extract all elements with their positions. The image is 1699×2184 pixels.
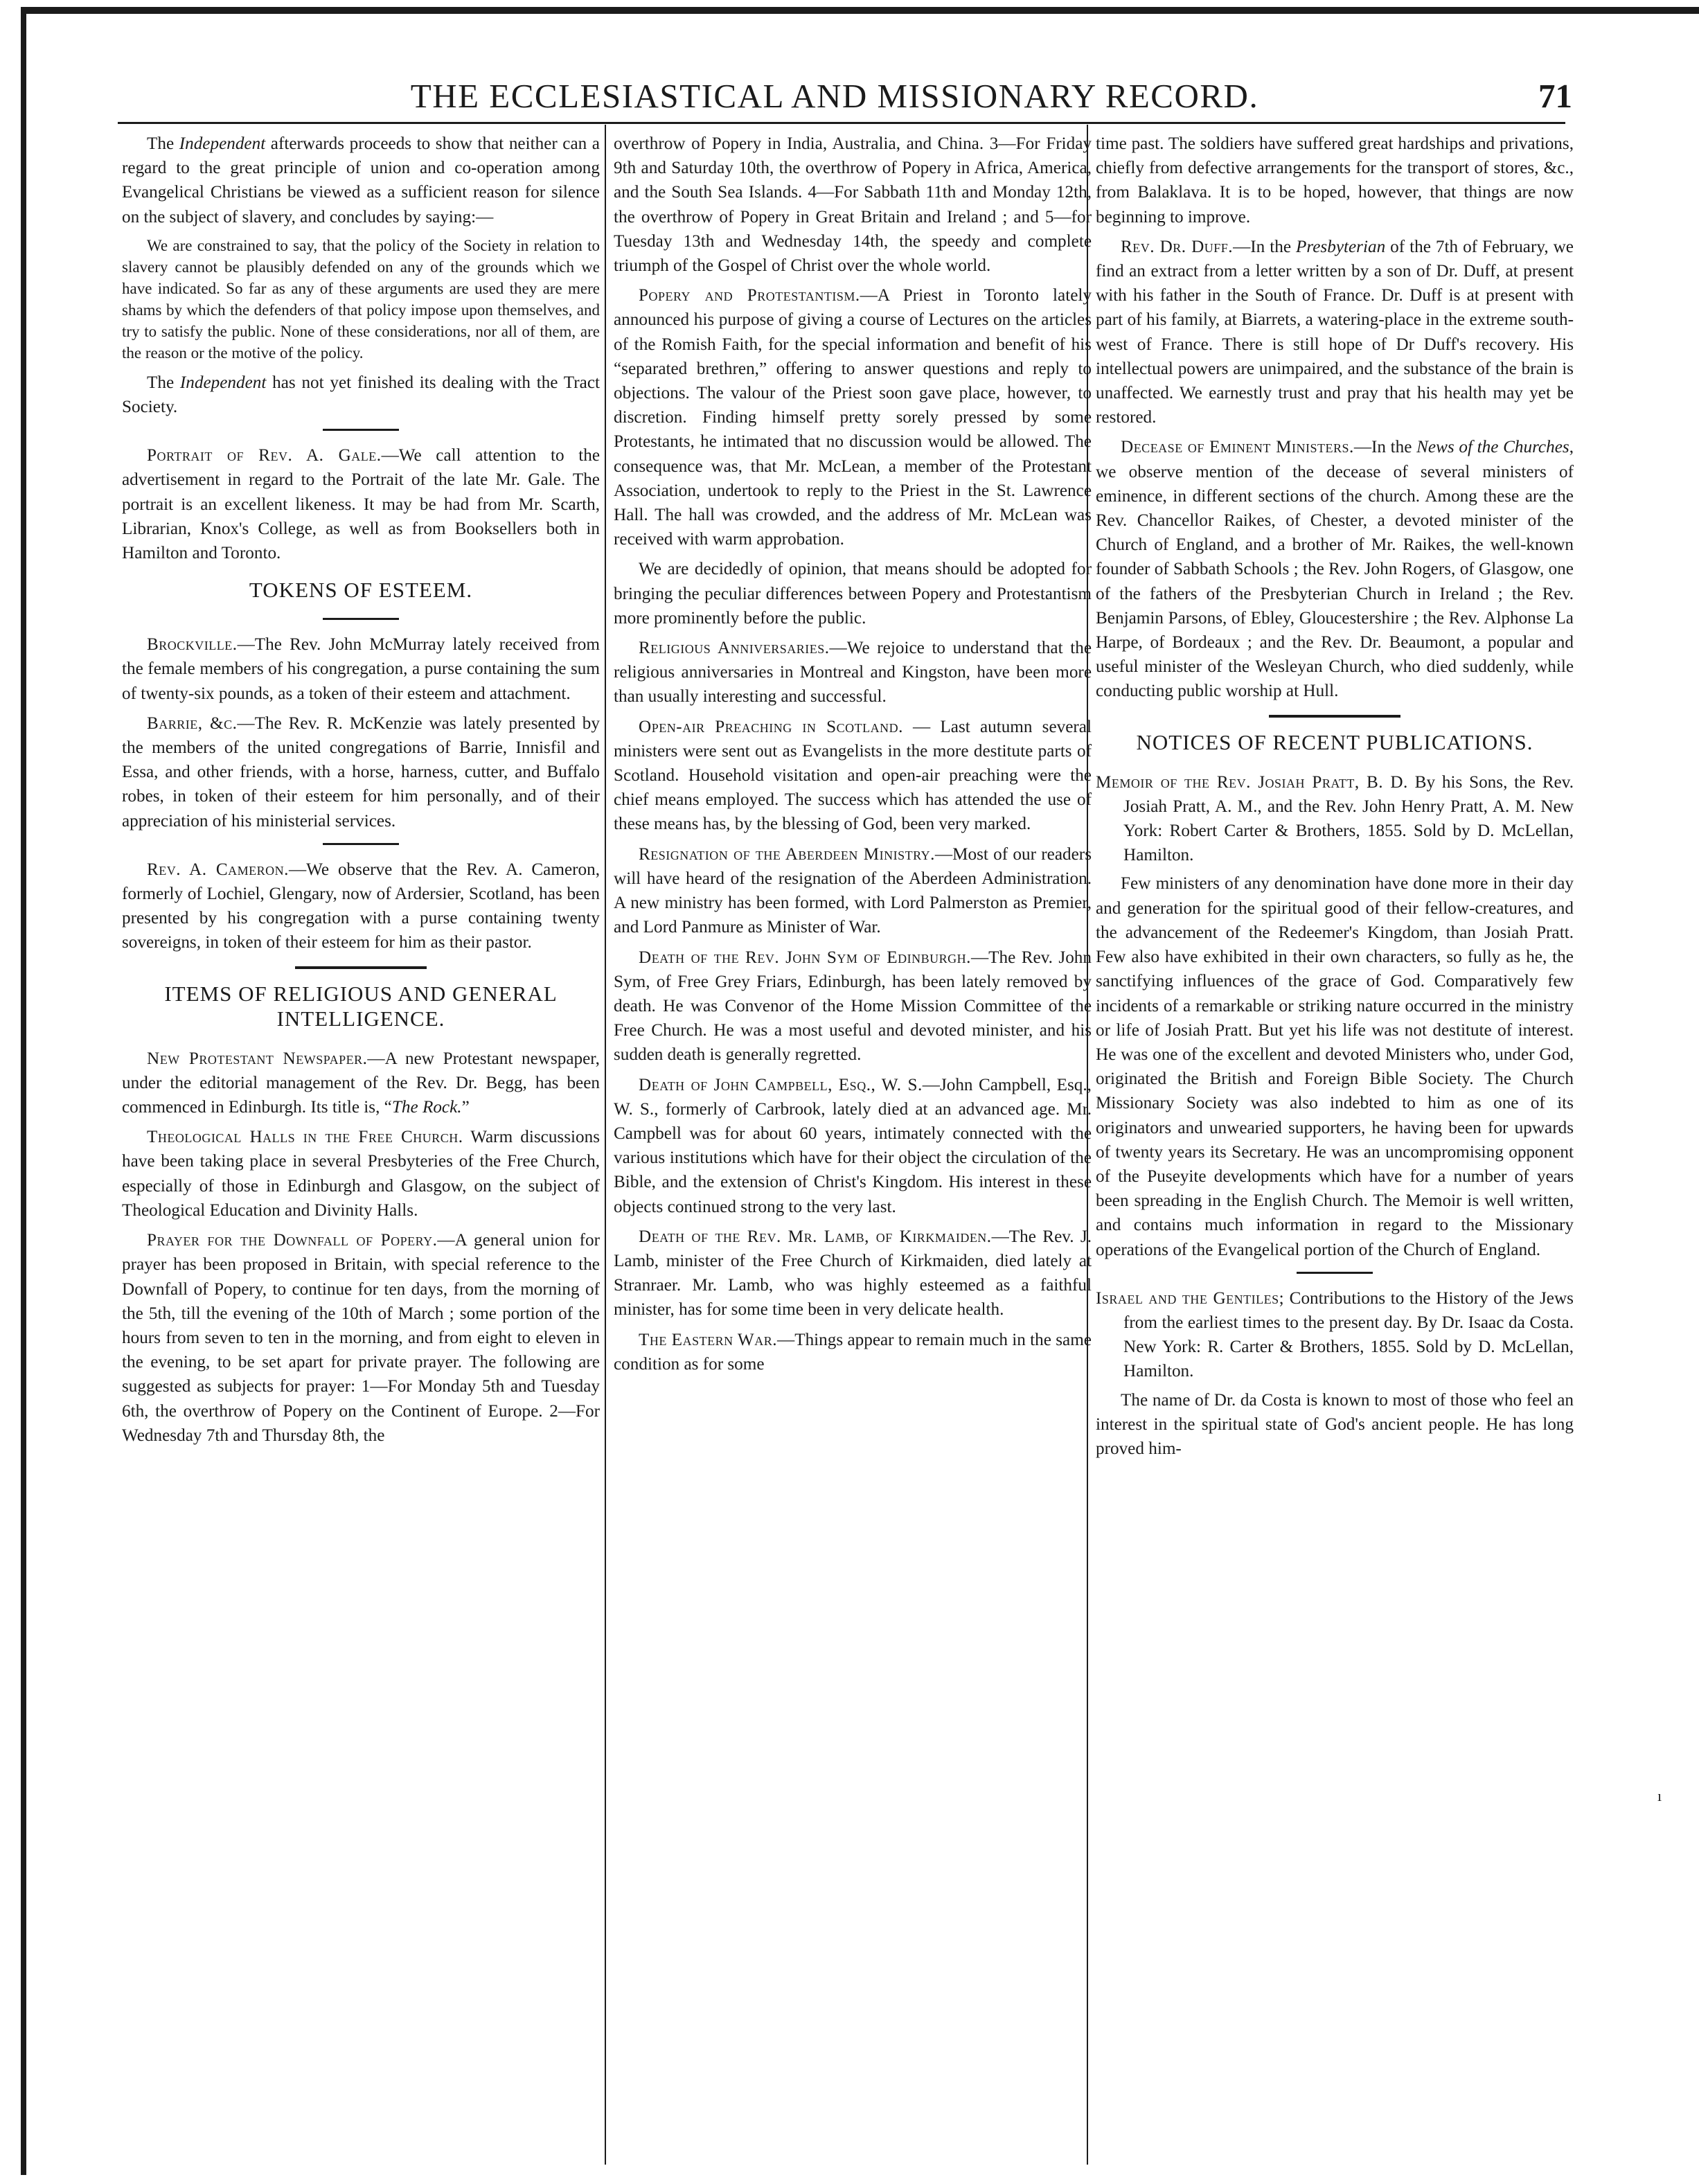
section-rule — [323, 618, 399, 620]
article-dr-duff: Rev. Dr. Duff.—In the Presbyterian of the 7th of February, we find an extract from a letter written by a son of Dr. Duff, at present with his father in the South of France. Dr. Duff is at present with part of his family, at Biarrets, a watering-place in the extreme south-west of France. There is still hope of Dr Duff's recovery. His intellectual powers are unimpaired, and the substance of the brain is unaffected. We earnestly trust and pray that his health may yet be restored. — [1096, 237, 1574, 427]
section-heading-notices: NOTICES OF RECENT PUBLICATIONS. — [1136, 729, 1533, 754]
article-eastern-war: The Eastern War.—Things appear to remain much in the same condition as for some — [614, 1330, 1092, 1374]
article-decease-ministers: Decease of Eminent Ministers.—In the News of the Churches, we observe mention of the decease of several ministers of eminence, in different sections of the church. Among these are the Rev. Chancellor Raikes, of Chester, a devoted minister of the Church of England, and a brother of Mr. Raikes, the well-known founder of Sabbath Schools ; the Rev. John Rogers, of Glasgow, one of the fathers of the Presbyterian Church in Ireland ; the Rev. Benjamin Parsons, of Ebley, Gloucestershire ; the Rev. Alphonse La Harpe, of Bordeaux ; and the Rev. Dr. Beaumont, a popular and useful minister of the Wesleyan Church, who died suddenly, while conducting public worship at Hull. — [1096, 438, 1574, 701]
article-title: Death of the Rev. John Sym of Edinburgh. — [639, 948, 971, 967]
article-new-newspaper: New Protestant Newspaper.—A new Protestant newspaper, under the editorial management of the Rev. Dr. Begg, has been commenced in Edinburgh. Its title is, “The Rock.” — [122, 1049, 600, 1117]
notice-israel-gentiles: Israel and the Gentiles; Contributions to the History of the Jews from the earliest times to the present day. By Dr. Isaac da Costa. New York: R. Carter & Brothers, 1855. Sold by D. McLellan, Hamilton. — [1096, 1288, 1574, 1381]
article-open-air-preaching: Open-air Preaching in Scotland. — Last autumn several ministers were sent out as Evangelists in the more destitute parts of Scotland. Household visitation and open-air preaching were the chief means employed. The success which has attended the use of these means has, by the blessing of God, been very marked. — [614, 717, 1092, 834]
column-1 — [122, 132, 600, 1453]
ornamental-rule — [1269, 715, 1400, 718]
section-rule — [323, 843, 399, 845]
article-title: Death of the Rev. Mr. Lamb, of Kirkmaiden. — [639, 1227, 992, 1246]
article-death-lamb: Death of the Rev. Mr. Lamb, of Kirkmaiden.—The Rev. J. Lamb, minister of the Free Church of Kirkmaiden, died lately at Stranraer. Mr. Lamb, who was highly esteemed as a faithful minister, has for some time been in very delicate health. — [614, 1227, 1092, 1320]
margin-mark: ı — [1657, 1787, 1662, 1804]
paragraph-independent: The Independent afterwards proceeds to show that neither can a regard to the great principle of union and co-operation among Evangelical Christians be viewed as a sufficient reason for silence on the subject of slavery, and concludes by saying:— — [122, 134, 600, 227]
article-title: Rev. A. Cameron. — [147, 860, 289, 879]
article-title: New Protestant Newspaper. — [147, 1049, 368, 1068]
war-continued: time past. The soldiers have suffered great hardships and privations, chiefly from defective arrangements for the transport of stores, &c., from Balaklava. It is to be hoped, however, that things are now beginning to improve. — [1096, 134, 1574, 227]
article-title: Resignation of the Aberdeen Ministry. — [639, 844, 935, 864]
article-title: The Eastern War. — [639, 1330, 777, 1349]
article-portrait-gale: Portrait of Rev. A. Gale.—We call attention to the advertisement in regard to the Portrait of the late Mr. Gale. The portrait is an excellent likeness. It may be had from Mr. Scarth, Librarian, Knox's College, as well as from Booksellers both in Hamilton and Toronto. — [122, 446, 600, 563]
column-2 — [614, 132, 1092, 1382]
article-title: Popery and Protestantism. — [639, 286, 860, 305]
article-title: Open-air Preaching in Scotland. — [639, 717, 903, 736]
article-aberdeen-ministry: Resignation of the Aberdeen Ministry.—Most of our readers will have heard of the resignation of the Aberdeen Administration. A new ministry has been formed, with Lord Palmerston as Premier, and Lord Panmure as Minister of War. — [614, 844, 1092, 937]
paragraph-decidedly: We are decidedly of opinion, that means should be adopted for bringing the peculiar differences between Popery and Protestantism more prominently before the public. — [614, 560, 1092, 628]
article-theological-halls: Theological Halls in the Free Church. Warm discussions have been taking place in several Presbyteries of the Free Church, especially of those in Edinburgh and Glasgow, on the subject of Theological Education and Divinity Halls. — [122, 1128, 601, 1220]
header-rule — [118, 122, 1565, 124]
review-israel-gentiles: The name of Dr. da Costa is known to most of those who feel an interest in the spiritual state of God's ancient people. He has long proved him- — [1096, 1390, 1574, 1458]
article-title: Portrait of Rev. A. Gale. — [147, 446, 382, 465]
notice-memoir-pratt: Memoir of the Rev. Josiah Pratt, B. D. By his Sons, the Rev. Josiah Pratt, A. M., and the Rev. John Henry Pratt, A. M. New York: Robert Carter & Brothers, 1855. Sold by D. McLellan, Hamilton. — [1096, 772, 1574, 865]
section-heading-tokens: TOKENS OF ESTEEM. — [249, 578, 473, 603]
paragraph-tract-society: The Independent has not yet finished its dealing with the Tract Society. — [122, 373, 600, 417]
page-header — [97, 75, 1572, 118]
quoted-passage: We are constrained to say, that the policy of the Society in relation to slavery cannot be plausibly defended on any of the grounds which we have indicated. So far as any of these arguments are used they are mere shams by which the defenders of that policy impose upon themselves, and try to satisfy the public. None of these considerations, nor all of them, are the reason or the motive of the policy. — [122, 236, 600, 362]
column-divider-1 — [605, 125, 606, 2165]
article-prayer-popery: Prayer for the Downfall of Popery.—A general union for prayer has been proposed in Britain, with special reference to the Downfall of Popery, to continue for ten days, from the morning of the 5th, till the evening of the 10th of March ; some portion of the hours from seven to ten in the morning, and from eight to eleven in the evening, to be set apart for private prayer. The following are suggested as subjects for prayer: 1—For Monday 5th and Tuesday 6th, the overthrow of Popery on the Continent of Europe. 2—For Wednesday 7th and Thursday 8th, the — [122, 1231, 600, 1445]
article-title: Decease of Eminent Ministers. — [1121, 438, 1354, 457]
top-border-rule — [21, 7, 1699, 14]
section-rule — [323, 429, 399, 431]
book-title: Memoir of the Rev. Josiah Pratt, B. D. — [1096, 772, 1408, 792]
prayer-continued: overthrow of Popery in India, Australia, and China. 3—For Friday 9th and Saturday 10th, the overthrow of Popery in Africa, America, and the South Sea Islands. 4—For Sabbath 11th and Monday 12th, the overthrow of Popery in Great Britain and Ireland ; and 5—for Tuesday 13th and Wednesday 14th, the speedy and complete triumph of the Gospel of Christ over the whole world. — [614, 134, 1092, 276]
article-cameron: Rev. A. Cameron.—We observe that the Rev. A. Cameron, formerly of Lochiel, Glengary, now of Ardersier, Scotland, has been presented by his congregation with a purse containing twenty sovereigns, in token of their esteem for him as their pastor. — [122, 860, 600, 952]
article-popery-protestantism: Popery and Protestantism.—A Priest in Toronto lately announced his purpose of giving a course of Lectures on the articles of the Romish Faith, for the special information and benefit of his “separated brethren,” offering to answer questions and reply to objections. The valour of the Priest soon gave place, however, to discretion. Finding himself pretty sorely pressed by some Protestants, he intimated that no discussion would be allowed. The consequence was, that Mr. McLean, a member of the Protestant Association, undertook to reply to the Priest in the St. Lawrence Hall. The hall was crowded, and the address of Mr. McLean was received with warm approbation. — [614, 286, 1092, 549]
article-title: Brockville. — [147, 635, 238, 655]
article-religious-anniversaries: Religious Anniversaries.—We rejoice to understand that the religious anniversaries in Montreal and Kingston, have been more than usually interesting and successful. — [614, 639, 1092, 707]
book-title: Israel and the Gentiles; — [1096, 1288, 1285, 1308]
running-title: THE ECCLESIASTICAL AND MISSIONARY RECORD. — [410, 77, 1259, 115]
article-title: Prayer for the Downfall of Popery. — [147, 1231, 438, 1250]
review-memoir-pratt: Few ministers of any denomination have done more in their day and generation for the spiritual good of their fellow-creatures, and the advancement of the Redeemer's Kingdom, than Josiah Pratt. Few also have exhibited in their own characters, so fully as he, the sanctifying influences of the grace of God. Comparatively few incidents of a remarkable or striking nature occurred in the ministry or life of Josiah Pratt. But yet his life was not destitute of interest. He was one of the excellent and devoted Ministers who, under God, originated the British and Foreign Bible Society. The Church Missionary Society was also indebted to him as one of its originators and unwearied supporters, he having been for upwards of twenty years its Secretary. He was an uncompromising opponent of the Puseyite developments which have for a number of years been spreading in the English Church. The Memoir is well written, and contains much information in regard to the Missionary operations of the Evangelical portion of the Church of England. — [1096, 874, 1574, 1259]
article-title: Barrie, &c. — [147, 713, 238, 733]
page-number: 71 — [1538, 77, 1572, 115]
article-death-sym: Death of the Rev. John Sym of Edinburgh.—The Rev. John Sym, of Free Grey Friars, Edinburgh, has been lately removed by death. He was Convenor of the Home Mission Committee of the Free Church. He was a most useful and devoted minister, and his sudden death is generally regretted. — [614, 948, 1092, 1065]
column-3 — [1096, 132, 1574, 1466]
left-border-rule — [21, 7, 26, 2175]
article-title: Death of John Campbell, Esq., W. S. — [639, 1075, 923, 1094]
article-title: Theological Halls in the Free Church. — [147, 1128, 463, 1147]
section-rule — [1297, 1272, 1373, 1274]
article-death-campbell: Death of John Campbell, Esq., W. S.—John Campbell, Esq., W. S., formerly of Carbrook, lately died at an advanced age. Mr. Campbell was for about 60 years, intimately connected with the various institutions which have for their object the circulation of the Bible, and the extension of Christ's Kingdom. His interest in these objects continued strong to the very last. — [614, 1075, 1092, 1216]
article-title: Rev. Dr. Duff. — [1121, 237, 1234, 256]
section-heading-items: ITEMS OF RELIGIOUS AND GENERAL INTELLIGENCE. — [164, 981, 558, 1031]
article-brockville: Brockville.—The Rev. John McMurray lately received from the female members of his congregation, a purse containing the sum of twenty-six pounds, as a token of their esteem and attachment. — [122, 635, 600, 703]
article-title: Religious Anniversaries. — [639, 639, 830, 658]
article-barrie: Barrie, &c.—The Rev. R. McKenzie was lately presented by the members of the united congregations of Barrie, Innisfil and Essa, and other friends, with a horse, harness, cutter, and Buffalo robes, in token of their esteem for him personally, and of their appreciation of his ministerial services. — [122, 713, 600, 831]
ornamental-rule — [295, 966, 427, 969]
